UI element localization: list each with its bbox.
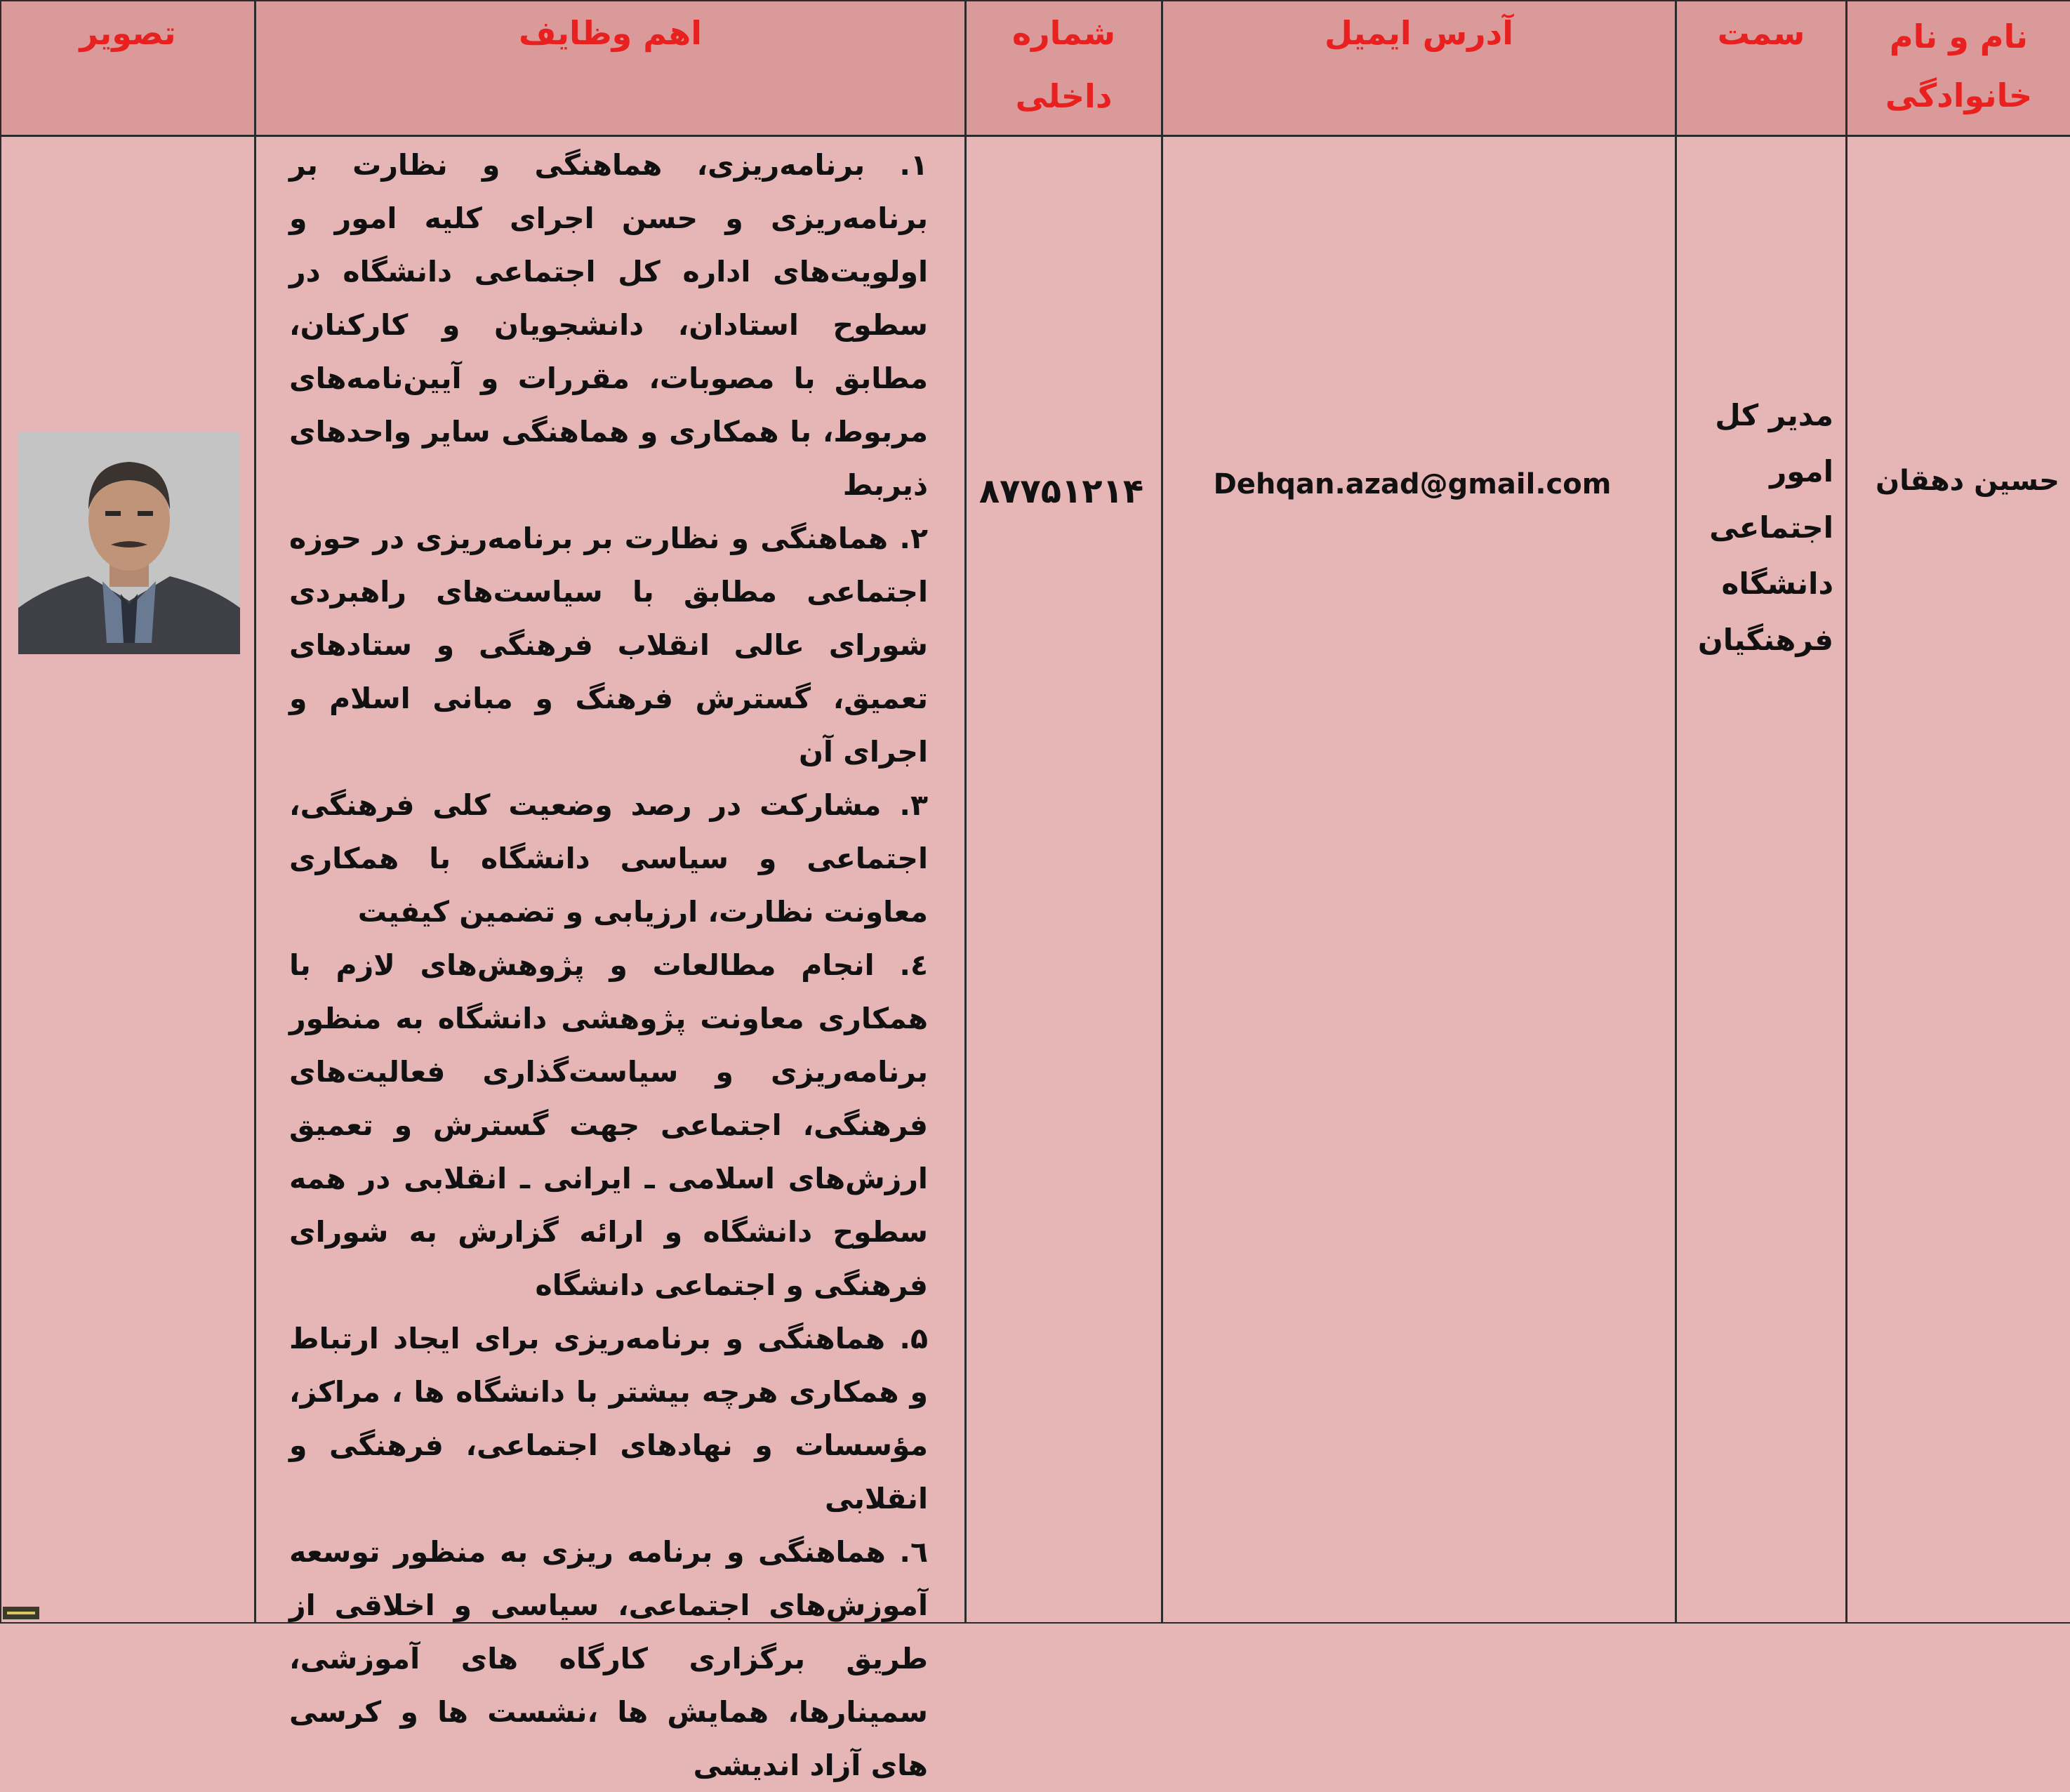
column-divider: [1161, 1, 1163, 1622]
column-divider: [1845, 1, 1847, 1622]
portrait-graphic: [18, 432, 240, 654]
duty-item: ٤. انجام مطالعات و پژوهش‌های لازم با همکاری معاونت پژوهشی دانشگاه به منظور برنامه‌ریزی و سیاست‌گذاری فعالیت‌های فرهنگی، اجتماعی جهت گسترش و تعمیق ارزش‌های اسلامی ـ ایرانی ـ انقلابی در همه سطوح دانشگاه و ارائه گزارش به شورای فرهنگی و اجتماعی دانشگاه: [289, 948, 928, 1302]
header-name: نام و نام خانوادگی: [1885, 18, 2033, 114]
duty-item: ۳. مشارکت در رصد وضعیت کلی فرهنگی، اجتماعی و سیاسی دانشگاه با همکاری معاونت نظارت، ارزیابی و تضمین کیفیت: [289, 788, 928, 929]
header-photo: تصویر: [79, 14, 176, 52]
watermark-logo: [3, 1607, 39, 1619]
duty-item: ۱. برنامه‌ریزی، هماهنگی و نظارت بر برنامه‌ریزی و حسن اجرای کلیه امور و اولویت‌های اداره کل اجتماعی دانشگاه در سطوح استادان، دانشجویان و کارکنان، مطابق با مصوبات، مقررات و آیین‌نامه‌های مربوط، با همکاری و هماهنگی سایر واحدهای ذیربط: [289, 148, 928, 502]
duty-item: ٦. هماهنگی و برنامه ریزی به منظور توسعه آموزش‌های اجتماعی، سیاسی و اخلاقی از طریق برگزاری کارگاه های آموزشی، سمینارها، همایش ها ،نشست ها و کرسی های آزاد اندیشی: [289, 1535, 928, 1782]
duty-item: ۵. هماهنگی و برنامه‌ریزی برای ایجاد ارتباط و همکاری هرچه بیشتر با دانشگاه ها ، مراکز، مؤسسات و نهادهای اجتماعی، فرهنگی و انقلابی: [289, 1322, 928, 1515]
person-email[interactable]: Dehqan.azad@gmail.com: [1213, 468, 1612, 500]
duty-item: ۲. هماهنگی و نظارت بر برنامه‌ریزی در حوزه اجتماعی مطابق با سیاست‌های راهبردی شورای عالی انقلاب فرهنگی و ستادهای تعمیق، گسترش فرهنگ و مبانی اسلام و اجرای آن: [289, 522, 928, 769]
person-portrait-photo: [18, 432, 240, 654]
person-phone: ۸۷۷۵۱۲۱۴: [978, 472, 1144, 511]
header-phone: شماره داخلی: [1012, 14, 1115, 115]
logo-icon: [3, 1607, 39, 1619]
duties-list: [289, 138, 928, 1792]
person-position: مدیر کل امور اجتماعی دانشگاه فرهنگیان: [1697, 398, 1833, 657]
header-duties: اهم وظایف: [519, 14, 702, 52]
person-name: حسین دهقان: [1876, 465, 2059, 497]
column-divider: [1675, 1, 1677, 1622]
header-position: سمت: [1717, 14, 1805, 52]
column-divider: [964, 1, 967, 1622]
header-email: آدرس ایمیل: [1324, 14, 1514, 52]
column-divider: [254, 1, 256, 1622]
